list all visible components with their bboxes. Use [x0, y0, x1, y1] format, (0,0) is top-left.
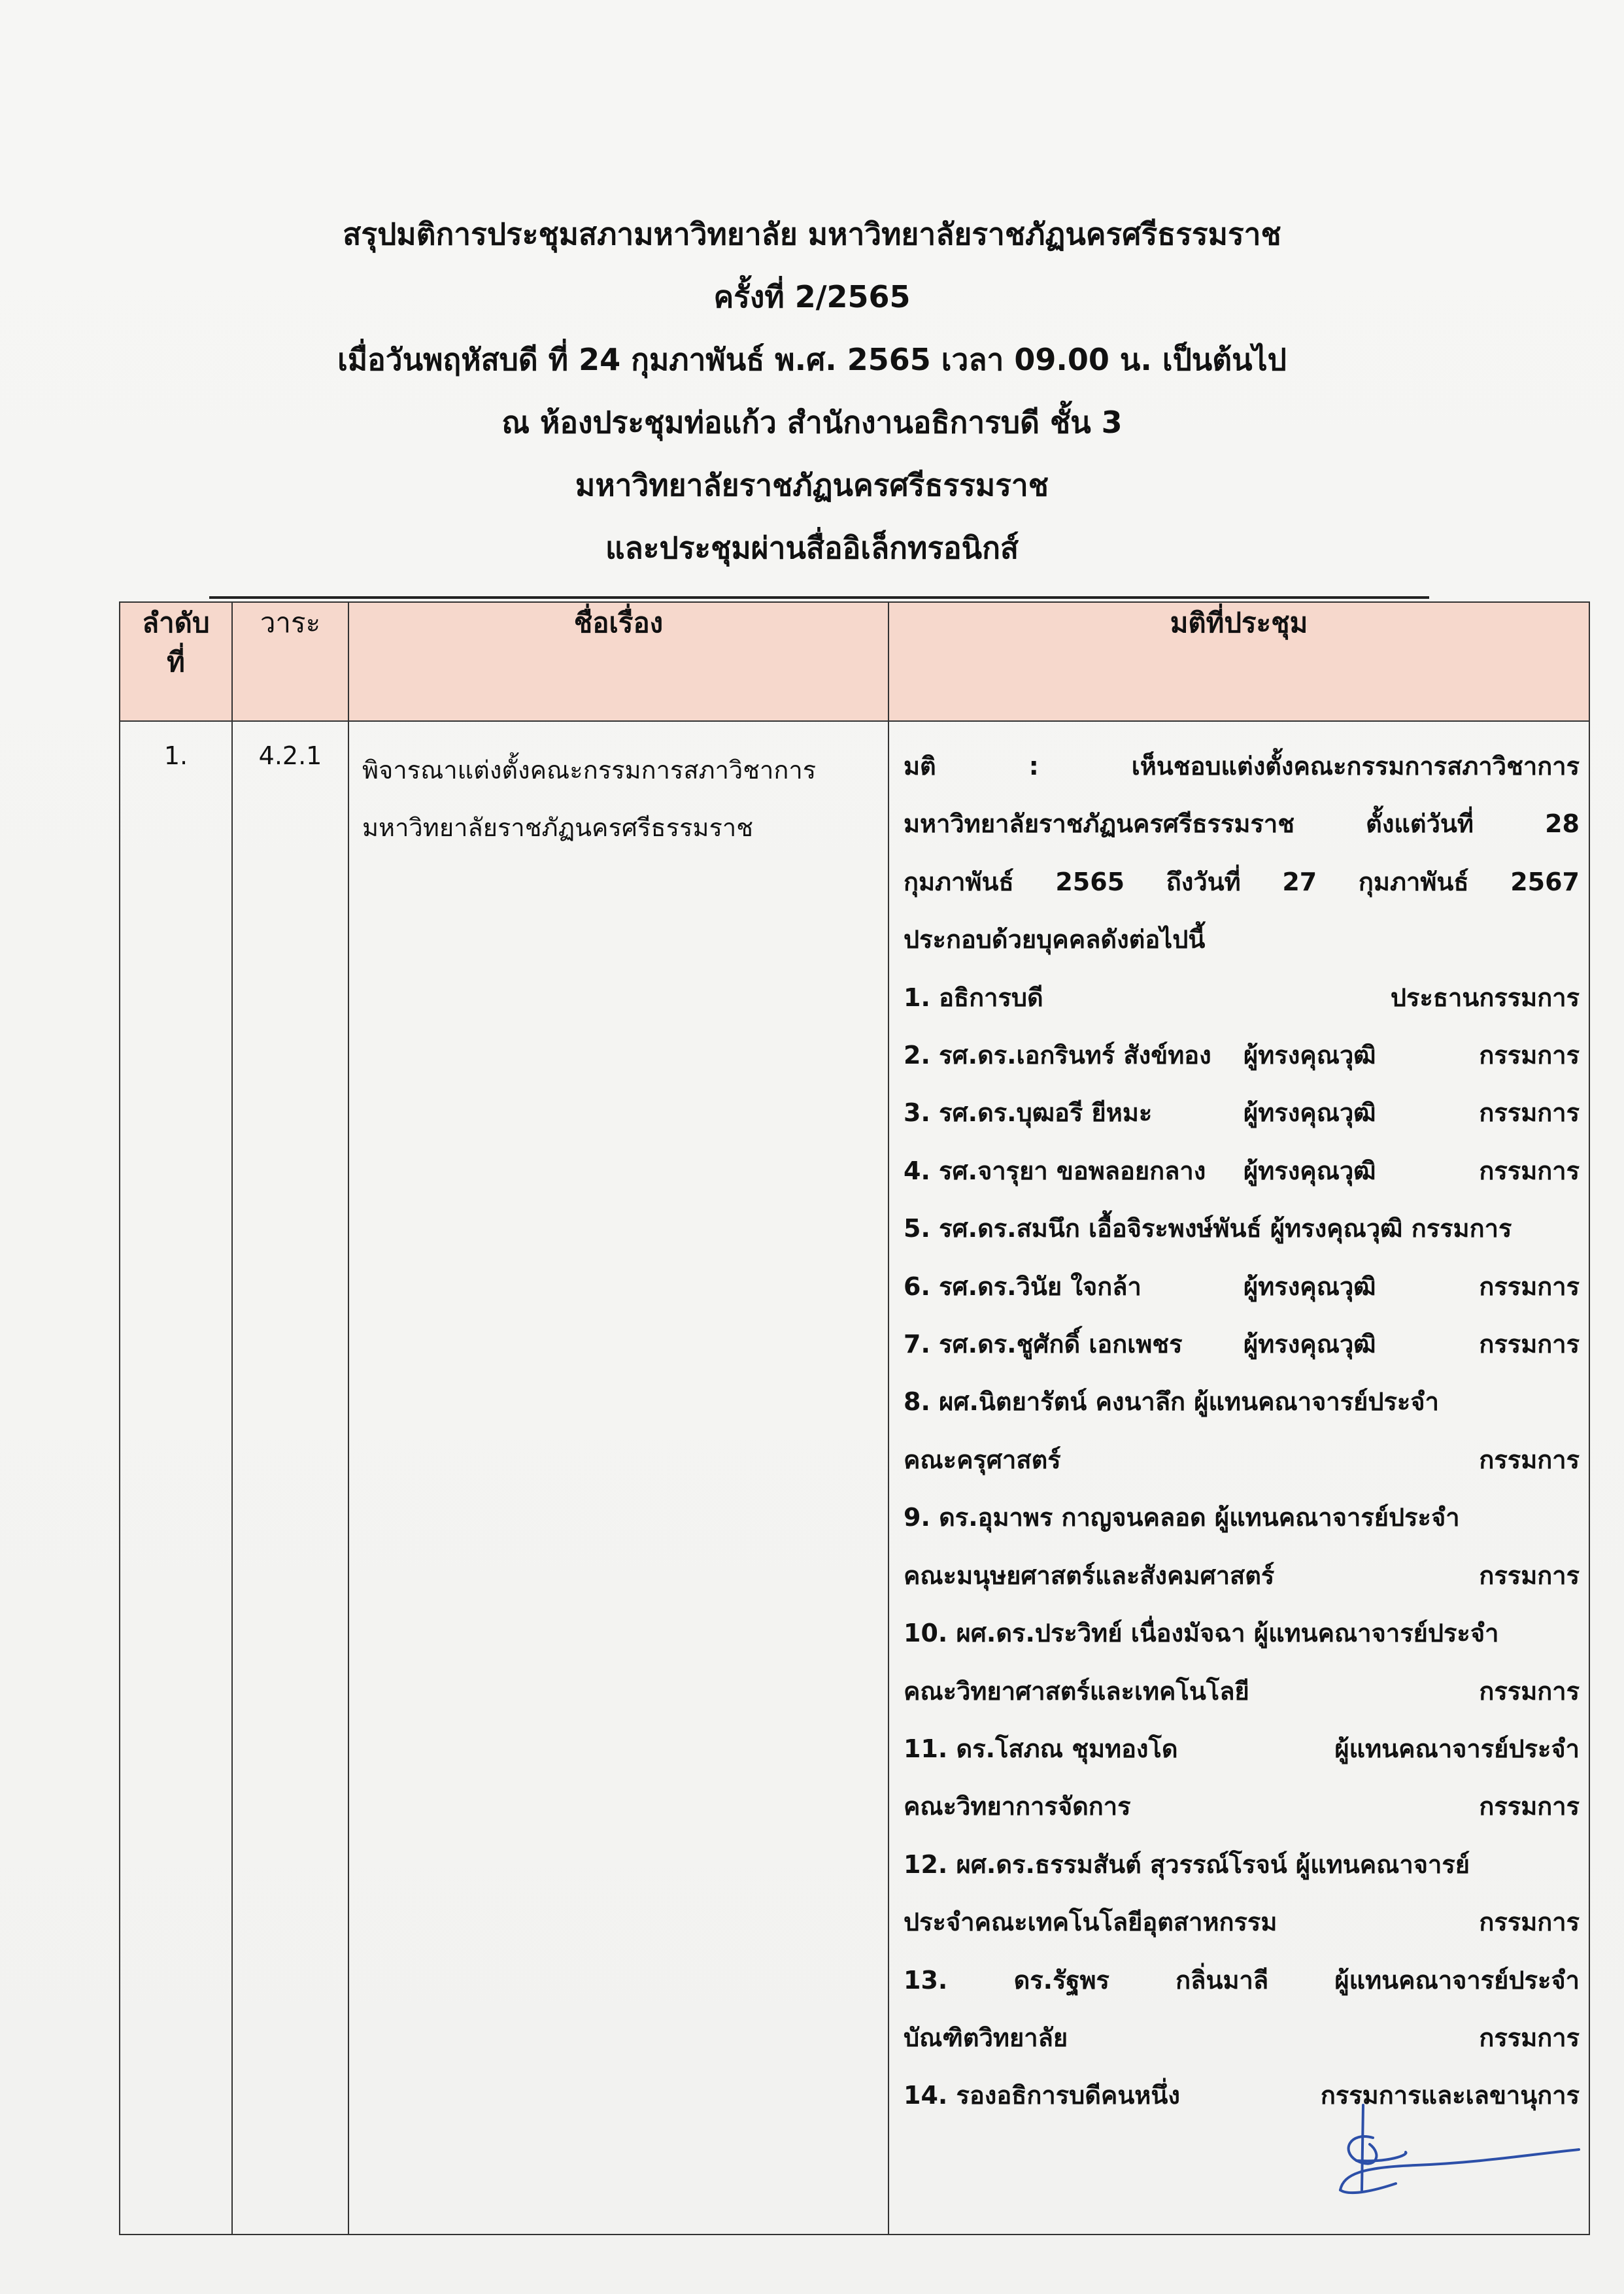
- resolution-table: [119, 601, 1590, 2235]
- member-item: 5. รศ.ดร.สมนึก เอื้อจิระพงษ์พันธ์ ผู้ทรงคุณวุฒิ กรรมการ: [904, 1214, 1512, 1243]
- member-item-cont: [904, 1431, 1580, 1489]
- member-role: ประธานกรรมการ: [1390, 983, 1580, 1012]
- header-rule: [209, 596, 1429, 599]
- member-faculty: คณะครุศาสตร์: [904, 1445, 1061, 1474]
- member-role: กรรมการ: [1479, 1676, 1580, 1706]
- member-name: 2. รศ.ดร.เอกรินทร์ สังข์ทอง: [904, 1041, 1211, 1070]
- member-name: 4. รศ.จารุยา ขอพลอยกลาง: [904, 1156, 1206, 1185]
- member-item: [904, 1142, 1580, 1200]
- member-item: 9. ดร.อุมาพร กาญจนคลอด ผู้แทนคณาจารย์ประจำ: [904, 1503, 1460, 1532]
- row-resolution: [888, 721, 1589, 2235]
- header-meeting-number: ครั้งที่ 2/2565: [713, 279, 911, 314]
- header-university: มหาวิทยาลัยราชภัฏนครศรีธรรมราช: [575, 467, 1049, 503]
- member-type: ผู้ทรงคุณวุฒิ: [1243, 1098, 1376, 1128]
- resolution-line: กุมภาพันธ์ 2565 ถึงวันที่ 27 กุมภาพันธ์ 2567: [904, 867, 1580, 896]
- row-agenda: 4.2.1: [232, 721, 348, 2235]
- member-item-cont: [904, 1778, 1580, 1835]
- header-location: ณ ห้องประชุมท่อแก้ว สำนักงานอธิการบดี ชั้น 3: [501, 405, 1123, 440]
- header-no-line1: ลำดับ: [142, 607, 210, 639]
- resolution-line: มหาวิทยาลัยราชภัฏนครศรีธรรมราช ตั้งแต่วันที่ 28: [904, 809, 1580, 839]
- header-title: สรุปมติการประชุมสภามหาวิทยาลัย มหาวิทยาลัยราชภัฏนครศรีธรรมราช: [343, 216, 1281, 252]
- member-type: ผู้ทรงคุณวุฒิ: [1243, 1156, 1376, 1185]
- member-item: 12. ผศ.ดร.ธรรมสันต์ สุวรรณ์โรจน์ ผู้แทนคณาจารย์: [904, 1849, 1470, 1879]
- member-item-cont: [904, 1547, 1580, 1604]
- member-role: กรรมการ: [1479, 1330, 1580, 1359]
- table-header-row: [120, 602, 1589, 721]
- member-item: [904, 1258, 1580, 1315]
- member-name: 3. รศ.ดร.บุฒอรี ยีหมะ: [904, 1098, 1153, 1128]
- resolution-line: ประกอบด้วยบุคคลดังต่อไปนี้: [904, 925, 1206, 954]
- member-name: 14. รองอธิการบดีคนหนึ่ง: [904, 2081, 1180, 2110]
- member-role: กรรมการ: [1479, 1156, 1580, 1185]
- header-date-time: เมื่อวันพฤหัสบดี ที่ 24 กุมภาพันธ์ พ.ศ. 2565 เวลา 09.00 น. เป็นต้นไป: [337, 342, 1287, 377]
- member-name: 6. รศ.ดร.วินัย ใจกล้า: [904, 1272, 1142, 1301]
- member-role: กรรมการ: [1479, 1041, 1580, 1070]
- member-name: 7. รศ.ดร.ชูศักดิ์ เอกเพชร: [904, 1330, 1183, 1359]
- row-subject: [348, 721, 888, 2235]
- header-resolution: มติที่ประชุม: [888, 602, 1589, 721]
- member-type: ผู้ทรงคุณวุฒิ: [1243, 1272, 1376, 1301]
- member-faculty: คณะมนุษยศาสตร์และสังคมศาสตร์: [904, 1560, 1275, 1590]
- member-type: ผู้ทรงคุณวุฒิ: [1243, 1330, 1376, 1359]
- member-role: กรรมการและเลขานุการ: [1320, 2081, 1580, 2110]
- document-header: [0, 203, 1624, 579]
- member-role: กรรมการ: [1479, 1560, 1580, 1590]
- member-item: [904, 1084, 1580, 1141]
- header-online: และประชุมผ่านสื่ออิเล็กทรอนิกส์: [605, 530, 1019, 565]
- row-no: 1.: [120, 721, 232, 2235]
- subject-line: มหาวิทยาลัยราชภัฏนครศรีธรรมราช: [362, 813, 754, 842]
- header-no-line2: ที่: [167, 646, 185, 678]
- member-role: กรรมการ: [1479, 1272, 1580, 1301]
- member-role: กรรมการ: [1479, 1908, 1580, 1937]
- member-item-cont: [904, 2009, 1580, 2066]
- member-faculty: บัณฑิตวิทยาลัย: [904, 2023, 1068, 2052]
- member-item-cont: [904, 1662, 1580, 1720]
- member-item: [904, 1026, 1580, 1084]
- member-item: 8. ผศ.นิตยารัตน์ คงนาลึก ผู้แทนคณาจารย์ประจำ: [904, 1387, 1439, 1417]
- member-faculty: ประจำคณะเทคโนโลยีอุตสาหกรรม: [904, 1908, 1277, 1937]
- member-item: [904, 1315, 1580, 1373]
- member-role: กรรมการ: [1479, 1098, 1580, 1128]
- table-row: [120, 721, 1589, 2235]
- member-role: กรรมการ: [1479, 1792, 1580, 1821]
- subject-line: พิจารณาแต่งตั้งคณะกรรมการสภาวิชาการ: [362, 756, 817, 784]
- resolution-line: มติ : เห็นชอบแต่งตั้งคณะกรรมการสภาวิชาการ: [904, 752, 1580, 781]
- member-item-cont: [904, 1893, 1580, 1951]
- member-item: 10. ผศ.ดร.ประวิทย์ เนื่องมัจฉา ผู้แทนคณาจารย์ประจำ: [904, 1619, 1499, 1648]
- header-no: [120, 602, 232, 721]
- member-type: ผู้ทรงคุณวุฒิ: [1243, 1041, 1376, 1070]
- header-agenda: วาระ: [232, 602, 348, 721]
- member-item: 13. ดร.รัฐพร กลิ่นมาลี ผู้แทนคณาจารย์ประจำ: [904, 1965, 1580, 1995]
- member-item: [904, 969, 1580, 1026]
- member-role: กรรมการ: [1479, 2023, 1580, 2052]
- member-role: กรรมการ: [1479, 1445, 1580, 1474]
- member-type: ผู้แทนคณาจารย์ประจำ: [1334, 1734, 1580, 1763]
- signature: [1337, 2092, 1585, 2203]
- member-name: 1. อธิการบดี: [904, 983, 1043, 1012]
- member-faculty: คณะวิทยาการจัดการ: [904, 1792, 1131, 1821]
- header-subject: ชื่อเรื่อง: [348, 602, 888, 721]
- member-faculty: คณะวิทยาศาสตร์และเทคโนโลยี: [904, 1676, 1249, 1706]
- member-name: 11. ดร.โสภณ ชุมทองโด: [904, 1734, 1178, 1763]
- member-item: [904, 1720, 1580, 1778]
